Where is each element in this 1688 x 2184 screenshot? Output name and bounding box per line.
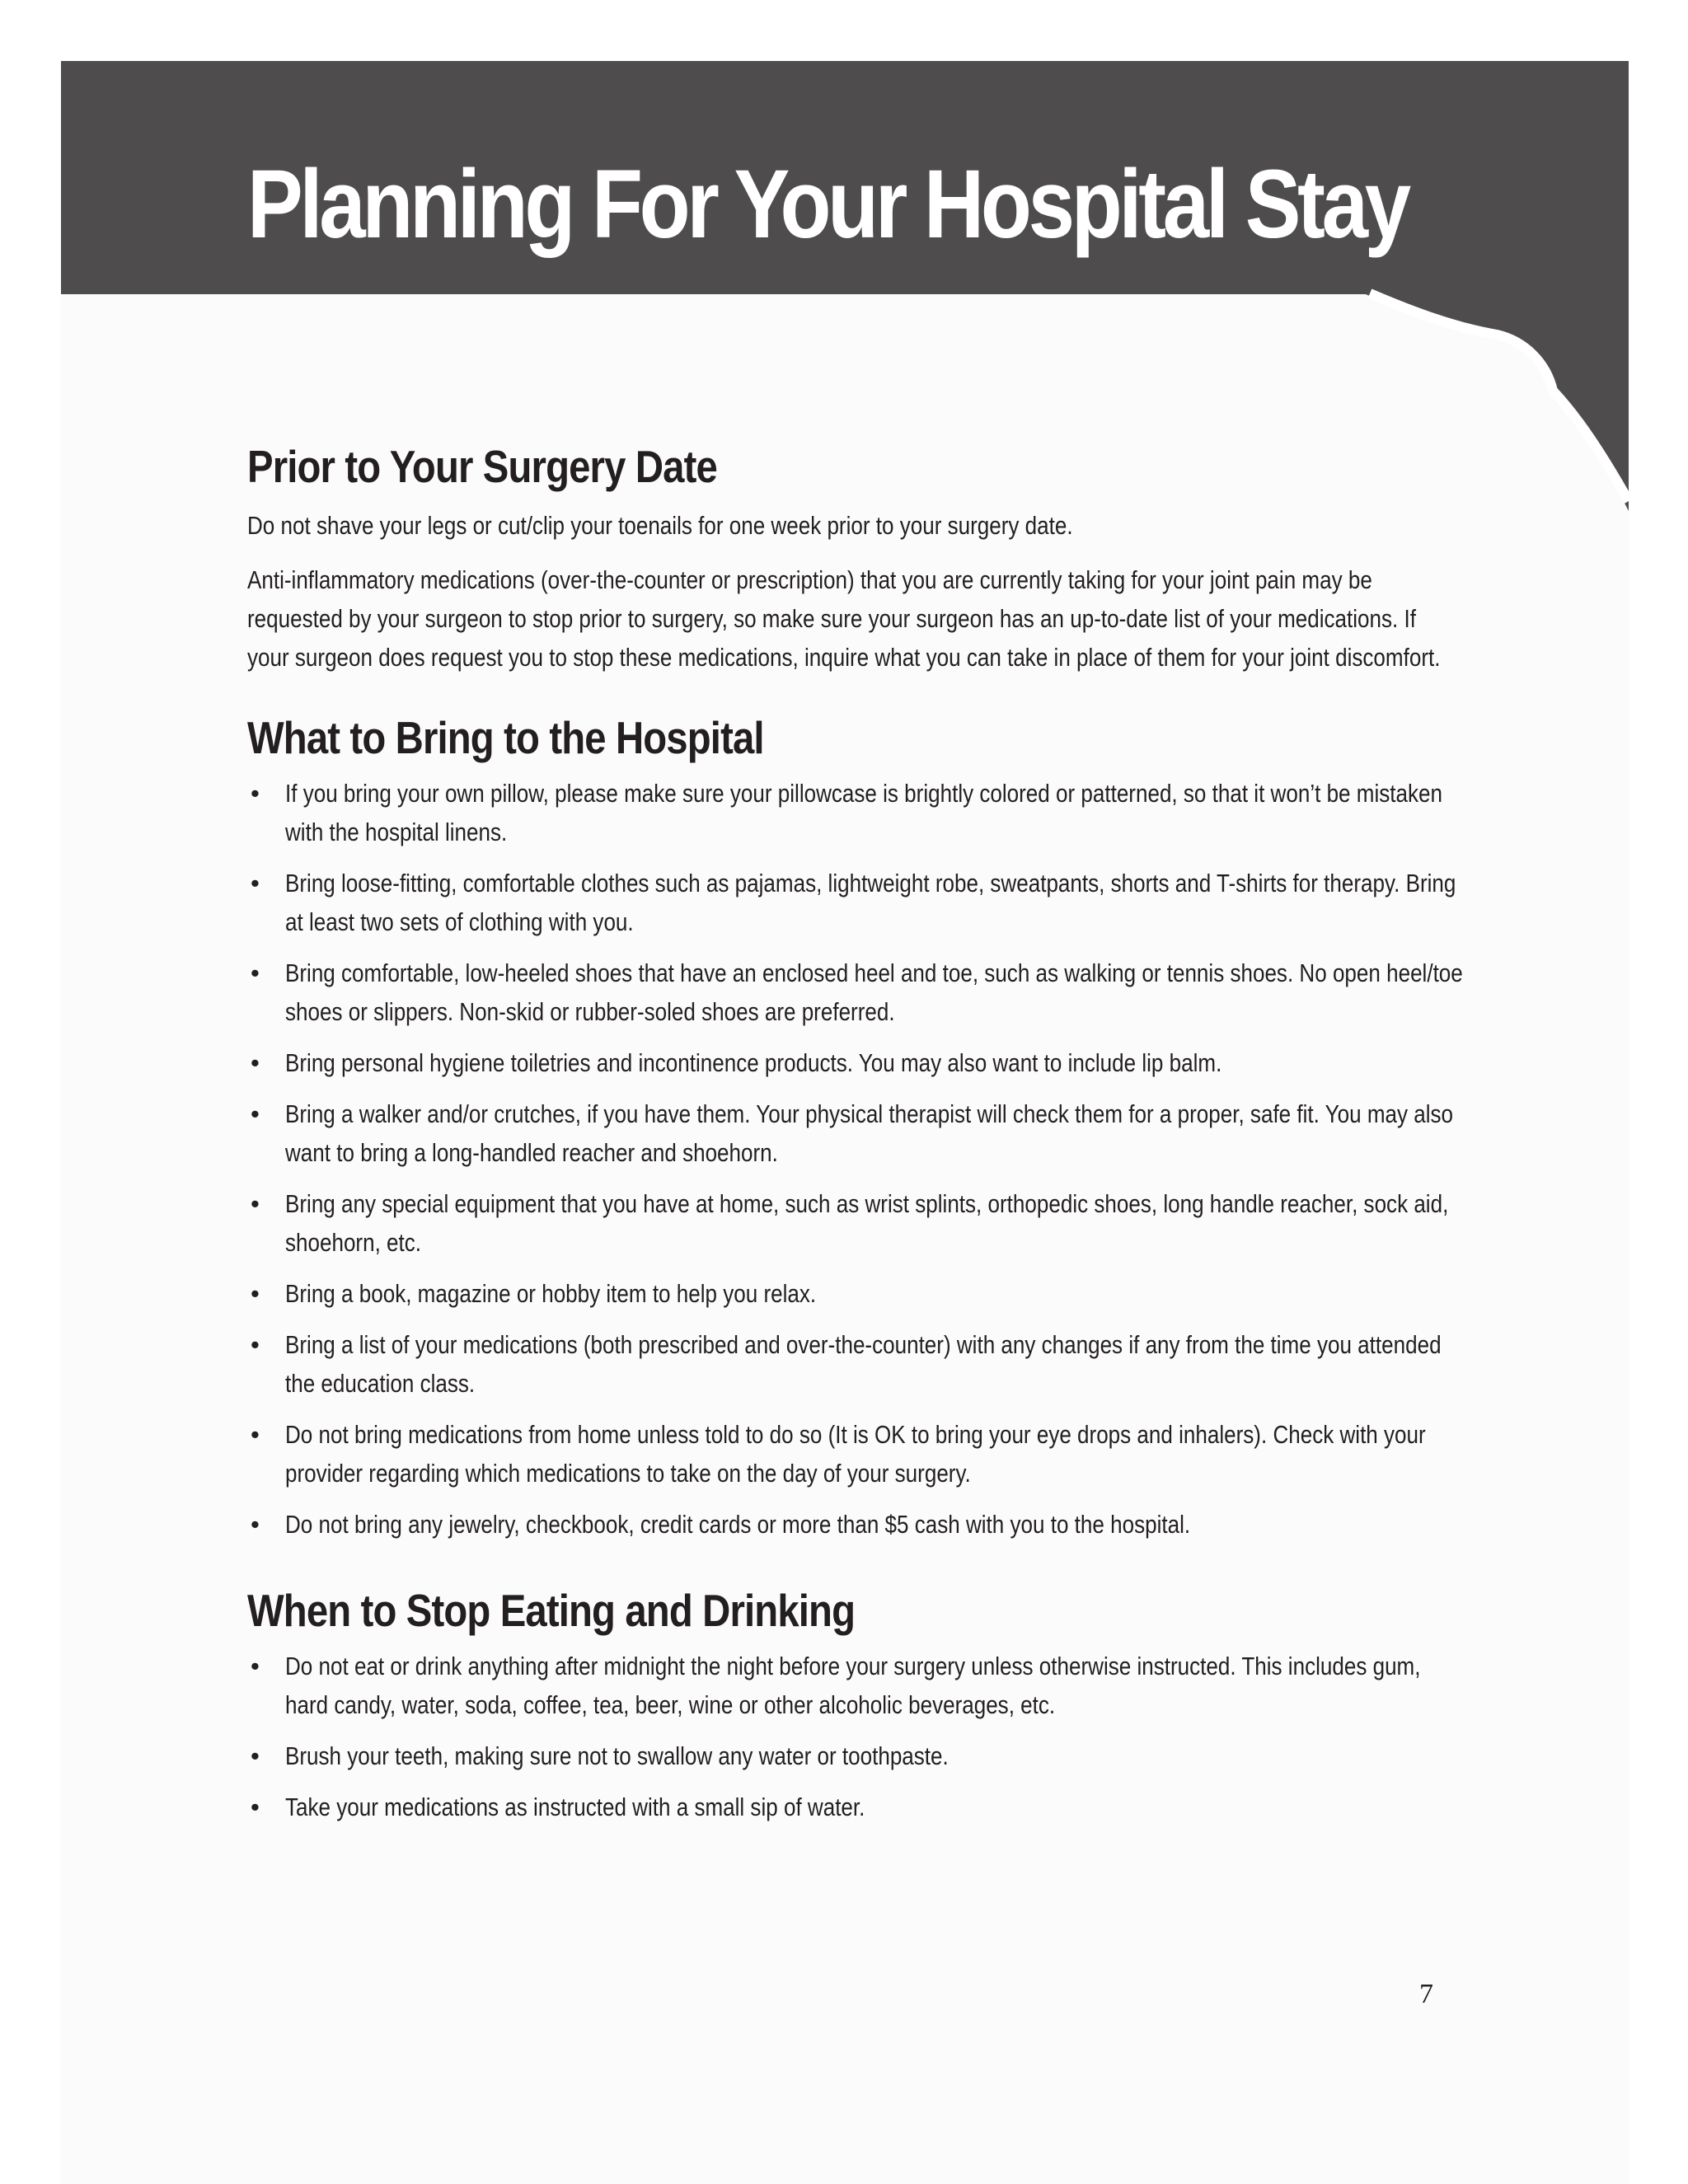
list-item-text: Brush your teeth, making sure not to swallow any water or toothpaste. [285,1741,949,1770]
main-content [247,435,1463,1839]
paragraph-anti-inflammatory: Anti-inflammatory medications (over-the-counter or prescription) that you are currently taking for your joint pain may be requested by your surgeon to stop prior to surgery, so make sure your surgeon has an up-to-date list of your medications. If your surgeon does request you to stop these medications, inquire what you can take in place of them for your joint discomfort. [247,565,1441,672]
bullet-icon: • [251,1741,260,1770]
list-item-text: Bring a list of your medications (both prescribed and over-the-counter) with any changes if any from the time you attended the education class. [285,1330,1442,1398]
bullet-icon: • [251,1793,260,1821]
list-item [247,1788,1451,1826]
list-item [247,864,1456,941]
bullet-icon: • [251,958,260,987]
list-item-text: Bring any special equipment that you have at home, such as wrist splints, orthopedic shoes, long handle reacher, sock aid, shoehorn, etc. [285,1189,1449,1257]
bullet-icon: • [251,1330,260,1359]
page-title: Planning For Your Hospital Stay [247,150,1408,259]
list-item [247,1736,1451,1775]
list-item [247,1415,1451,1493]
list-item-text: Take your medications as instructed with a small sip of water. [285,1793,865,1821]
bullet-icon: • [251,779,260,808]
list-item [247,1094,1454,1172]
list-item [247,1647,1451,1724]
list-item-text: If you bring your own pillow, please make sure your pillowcase is brightly colored or patterned, so that it won’t be mistaken with the hospital linens. [285,779,1442,846]
list-item [247,954,1463,1031]
bullet-icon: • [251,1510,260,1539]
bullet-icon: • [251,1279,260,1308]
paragraph-shaving: Do not shave your legs or cut/clip your toenails for one week prior to your surgery date. [247,511,1073,540]
section-heading-what-to-bring: What to Bring to the Hospital [247,712,764,763]
section-heading-stop-eating: When to Stop Eating and Drinking [247,1585,856,1636]
list-item-text: Do not eat or drink anything after midnight the night before your surgery unless otherwise instructed. This includes gum, hard candy, water, soda, coffee, tea, beer, wine or other alcoholic beverages, etc. [285,1652,1421,1719]
list-item-text: Bring loose-fitting, comfortable clothes such as pajamas, lightweight robe, sweatpants, shorts and T-shirts for therapy. Bring at least two sets of clothing with you. [285,869,1456,936]
bring-list [247,774,1463,1544]
bullet-icon: • [251,869,260,898]
list-item [247,1184,1451,1262]
page-number: 7 [1419,1979,1433,2009]
list-item-text: Bring a walker and/or crutches, if you have them. Your physical therapist will check them for a proper, safe fit. You may also want to bring a long-handled reacher and shoehorn. [285,1099,1454,1167]
bullet-icon: • [251,1099,260,1128]
bullet-icon: • [251,1048,260,1077]
bullet-icon: • [251,1420,260,1449]
bullet-icon: • [251,1652,260,1680]
list-item [247,1274,1451,1313]
eating-list [247,1647,1451,1826]
list-item-text: Bring personal hygiene toiletries and incontinence products. You may also want to include lip balm. [285,1048,1222,1077]
list-item-text: Bring a book, magazine or hobby item to help you relax. [285,1279,817,1308]
bullet-icon: • [251,1189,260,1218]
list-item [247,1043,1451,1082]
list-item-text: Do not bring medications from home unless told to do so (It is OK to bring your eye drops and inhalers). Check with your provider regarding which medications to take on the day of your surgery. [285,1420,1426,1488]
list-item [247,1505,1451,1544]
list-item [247,774,1451,851]
list-item-text: Bring comfortable, low-heeled shoes that have an enclosed heel and toe, such as walking or tennis shoes. No open heel/toe shoes or slippers. Non-skid or rubber-soled shoes are preferred. [285,958,1463,1026]
list-item-text: Do not bring any jewelry, checkbook, credit cards or more than $5 cash with you to the hospital. [285,1510,1191,1539]
list-item [247,1325,1451,1403]
section-heading-prior-to-surgery: Prior to Your Surgery Date [247,441,717,492]
